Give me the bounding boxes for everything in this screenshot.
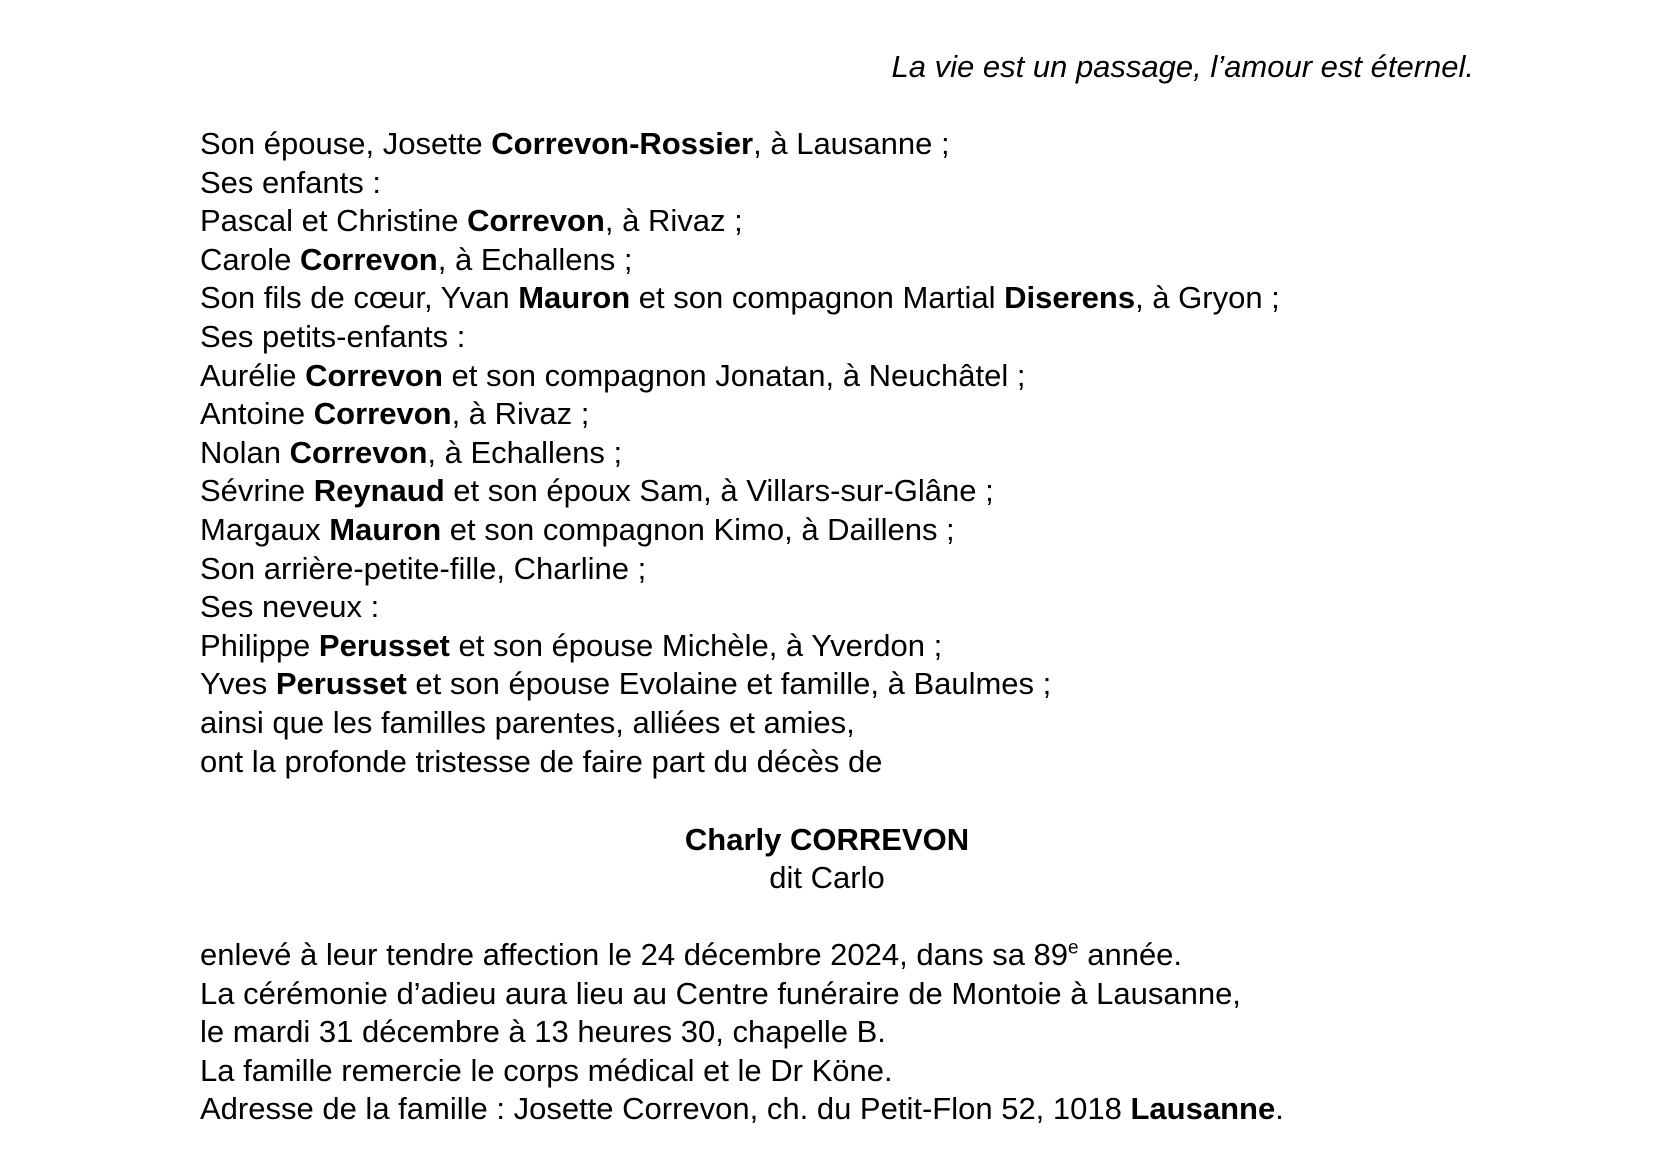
surname-bold: Correvon-Rossier [491,126,754,161]
text-segment: ainsi que les familles parentes, alliées et amies, [200,704,855,740]
details-block [200,936,1550,1129]
text-segment: Aurélie [200,357,306,393]
surname-bold: Perusset [275,666,407,702]
text-segment: Son épouse, Josette [200,126,492,161]
surname-bold: Mauron [329,511,442,547]
text-segment: et son compagnon Martial [630,280,1005,316]
text-segment: La famille remercie le corps médical et le Dr Köne. [200,1052,893,1088]
text-segment: et son compagnon Jonatan, à Neuchâtel ; [442,357,1026,393]
text-segment: , à Rivaz ; [604,203,743,239]
family-line [200,241,1500,280]
text-segment: Philippe [200,627,319,663]
text-segment: Ses enfants : [200,164,381,200]
surname-bold: Correvon [467,203,605,239]
family-line [200,588,1500,627]
text-segment: Yves [200,666,276,702]
surname-bold: Correvon [313,396,452,432]
text-segment: et son épouse Michèle, à Yverdon ; [449,627,943,663]
text-segment: Sévrine [200,473,314,509]
detail-line [200,936,1550,975]
family-line [200,665,1500,704]
surname-bold: Correvon [305,357,443,393]
text-segment: , à Rivaz ; [451,396,590,432]
surname-bold: Reynaud [313,473,445,509]
surname-bold: Correvon [289,434,428,470]
text-segment: , à Echallens ; [427,434,623,470]
family-list [200,125,1500,781]
surname-bold: Mauron [518,280,631,316]
text-segment: enlevé à leur tendre affection le 24 décembre 2024, dans sa 89 [200,937,1069,972]
family-line [200,202,1500,241]
family-line [200,279,1500,318]
family-line [200,550,1500,589]
family-line [200,511,1500,550]
text-segment: , à Lausanne ; [753,126,950,161]
text-segment: le mardi 31 décembre à 13 heures 30, chapelle B. [200,1014,886,1050]
text-segment: et son époux Sam, à Villars-sur-Glâne ; [444,473,994,509]
deceased-name: Charly CORREVON [684,822,970,857]
surname-bold: Diserens [1004,280,1136,316]
detail-line [200,1013,1550,1052]
text-segment: Adresse de la famille : Josette Correvon, ch. du Petit-Flon 52, 1018 [200,1091,1131,1127]
text-segment: Antoine [200,396,314,432]
text-segment: et son épouse Evolaine et famille, à Baulmes ; [406,666,1052,702]
family-line [200,125,1500,164]
text-segment: Nolan [200,434,290,470]
text-segment: année. [1078,937,1183,972]
surname-bold: Lausanne [1130,1091,1276,1127]
family-line [200,164,1500,203]
text-segment: , à Gryon ; [1135,280,1280,316]
text-segment: et son compagnon Kimo, à Daillens ; [441,511,955,547]
family-line [200,743,1500,782]
family-line [200,318,1500,357]
surname-bold: Correvon [299,241,438,277]
text-segment: Margaux [200,511,330,547]
deceased-block [0,821,1654,897]
family-line [200,357,1500,396]
family-line [200,395,1500,434]
epigraph: La vie est un passage, l’amour est éternel. [891,49,1474,84]
family-line [200,704,1500,743]
text-segment: Pascal et Christine [200,203,468,239]
text-segment: ont la profonde tristesse de faire part du décès de [200,743,883,779]
family-line [200,434,1500,473]
text-segment: . [1275,1091,1284,1127]
ordinal-suffix: e [1068,937,1079,959]
surname-bold: Perusset [318,627,450,663]
detail-line [200,1052,1550,1091]
text-segment: Son arrière-petite-fille, Charline ; [200,550,647,586]
text-segment: Ses neveux : [200,589,380,625]
text-segment: La cérémonie d’adieu aura lieu au Centre funéraire de Montoie à Lausanne, [200,975,1241,1011]
text-segment: Carole [200,241,300,277]
detail-line [200,975,1550,1014]
deceased-nickname: dit Carlo [769,860,885,895]
family-line [200,472,1500,511]
family-line [200,627,1500,666]
text-segment: , à Echallens ; [437,241,633,277]
text-segment: Ses petits-enfants : [200,318,466,354]
detail-line [200,1090,1550,1129]
text-segment: Son fils de cœur, Yvan [200,280,519,316]
